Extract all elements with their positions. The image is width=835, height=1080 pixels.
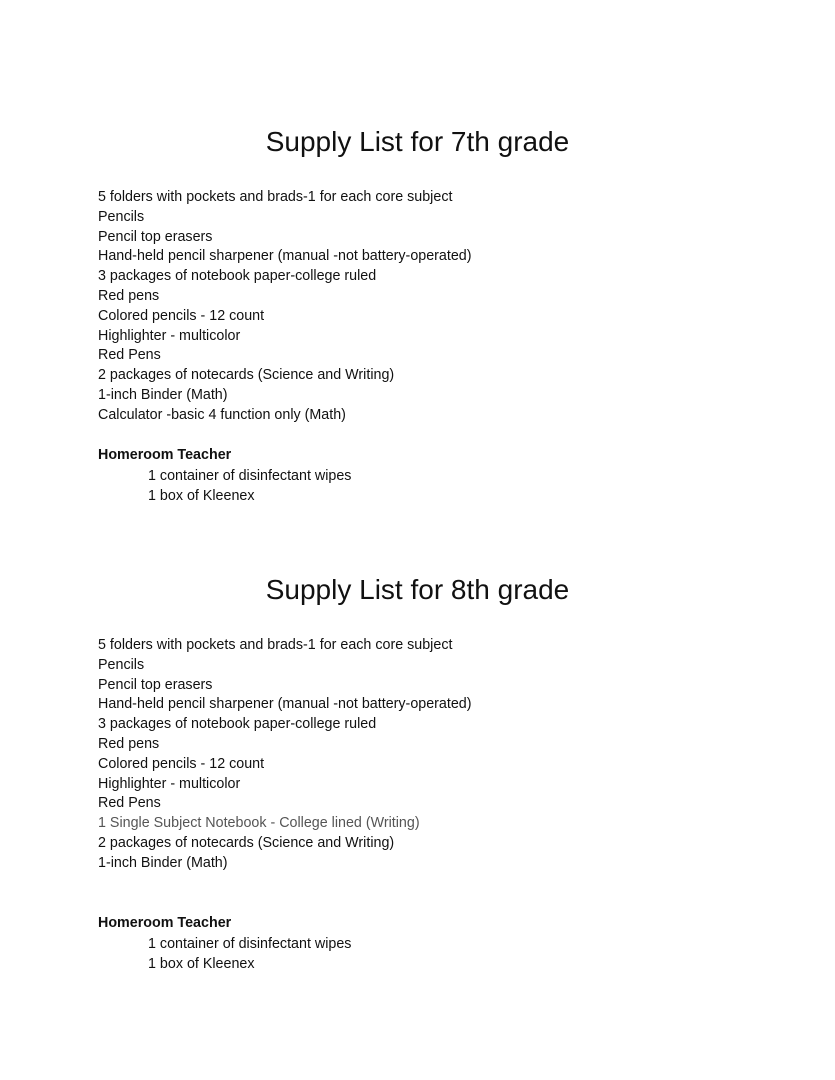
- list-item: Highlighter - multicolor: [98, 327, 241, 344]
- list-item: 2 packages of notecards (Science and Writing): [98, 367, 395, 384]
- grade7-title: Supply List for 7th grade: [265, 126, 570, 157]
- list-item: Red pens: [98, 287, 160, 304]
- grade8-title: Supply List for 8th grade: [265, 574, 570, 605]
- list-item: 1 container of disinfectant wipes: [148, 935, 352, 952]
- list-item: 1 box of Kleenex: [148, 956, 255, 973]
- list-item: Pencil top erasers: [98, 676, 213, 693]
- list-item: Colored pencils - 12 count: [98, 307, 265, 324]
- homeroom-list: [98, 466, 351, 507]
- list-item: Pencil top erasers: [98, 228, 213, 245]
- list-item: 5 folders with pockets and brads-1 for each core subject: [98, 637, 453, 653]
- list-item: 5 folders with pockets and brads-1 for each core subject: [98, 189, 453, 205]
- list-item: Hand-held pencil sharpener (manual -not battery-operated): [98, 696, 472, 713]
- list-item: 1-inch Binder (Math): [98, 854, 228, 871]
- grade8-homeroom: [98, 914, 351, 975]
- list-item: Pencils: [98, 208, 145, 225]
- list-item: 1-inch Binder (Math): [98, 386, 228, 403]
- list-item: Red Pens: [98, 795, 161, 812]
- list-item: Red Pens: [98, 347, 161, 364]
- homeroom-list: [98, 934, 351, 975]
- list-item: Red pens: [98, 735, 160, 752]
- list-item: 3 packages of notebook paper-college ruled: [98, 716, 377, 733]
- grade8-supply-list: [98, 636, 472, 874]
- homeroom-heading: Homeroom Teacher: [98, 447, 232, 463]
- list-item: 1 container of disinfectant wipes: [148, 467, 352, 484]
- grade8-section: [0, 572, 835, 973]
- list-item: 2 packages of notecards (Science and Writing): [98, 834, 395, 851]
- homeroom-heading: Homeroom Teacher: [98, 915, 232, 931]
- list-item: 1 Single Subject Notebook - College lined (Writing): [98, 815, 420, 832]
- grade7-homeroom: [98, 446, 351, 507]
- grade7-section: [0, 124, 835, 505]
- list-item: 1 box of Kleenex: [148, 488, 255, 505]
- list-item: Colored pencils - 12 count: [98, 755, 265, 772]
- list-item: Hand-held pencil sharpener (manual -not battery-operated): [98, 248, 472, 265]
- list-item: Calculator -basic 4 function only (Math): [98, 406, 346, 423]
- list-item: Highlighter - multicolor: [98, 775, 241, 792]
- list-item: 3 packages of notebook paper-college ruled: [98, 268, 377, 285]
- grade7-supply-list: [98, 188, 472, 426]
- list-item: Pencils: [98, 656, 145, 673]
